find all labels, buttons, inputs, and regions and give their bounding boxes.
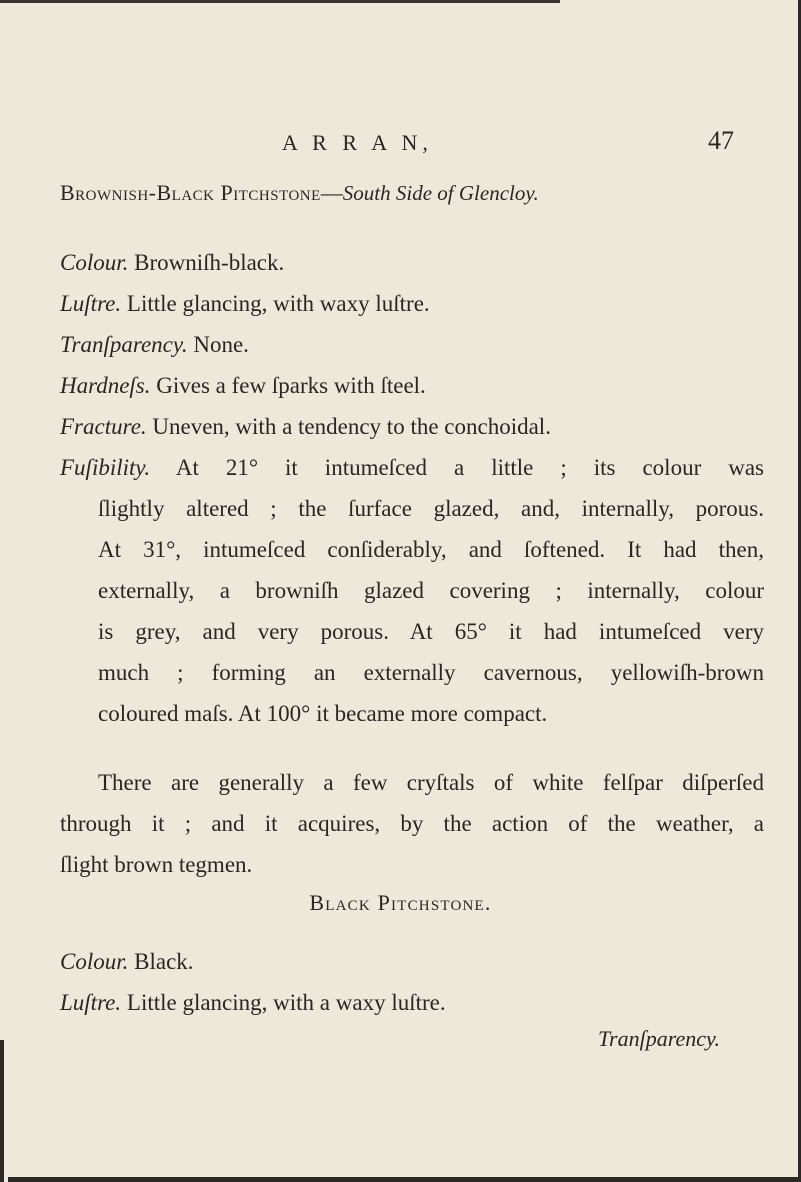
paragraph-line: There are generally a few cryſtals of white felſpar diſperſed xyxy=(98,770,764,795)
property-label: Hardneſs. xyxy=(60,373,151,398)
property-text: None. xyxy=(193,332,249,357)
heading-dash: — xyxy=(320,180,343,205)
text-line: ſlightly altered ; the ſurface glazed, and, internally, porous. xyxy=(98,496,764,521)
catchword: Tranſparency. xyxy=(598,1026,721,1051)
property-label: Fuſibility. xyxy=(60,455,151,480)
page-number: 47 xyxy=(708,126,734,155)
property-line xyxy=(60,947,194,977)
property-text: Little glancing, with a waxy luſtre. xyxy=(126,990,446,1015)
property-text: Browniſh-black. xyxy=(134,250,285,275)
paragraph-line: ſlight brown tegmen. xyxy=(60,852,253,877)
heading-locality: South Side of Glencloy. xyxy=(342,181,539,205)
property-label: Tranſparency. xyxy=(60,332,188,357)
page-edge-left xyxy=(0,1040,4,1182)
page-edge-bottom xyxy=(8,1177,801,1182)
property-text: Black. xyxy=(134,949,194,974)
section-heading-brownish-black-pitchstone xyxy=(60,180,539,206)
property-line xyxy=(60,371,426,401)
property-line xyxy=(60,412,551,442)
property-line xyxy=(60,453,764,483)
text-line: coloured maſs. At 100° it became more compact. xyxy=(98,701,548,726)
property-label: Fracture. xyxy=(60,414,147,439)
text-line: is grey, and very porous. At 65° it had intumeſced very xyxy=(98,619,764,644)
property-text: Little glancing, with waxy luſtre. xyxy=(126,291,430,316)
property-label: Colour. xyxy=(60,250,129,275)
property-line xyxy=(60,988,446,1018)
property-label: Luſtre. xyxy=(60,990,122,1015)
property-label: Luſtre. xyxy=(60,291,122,316)
property-text: At 21° it intumeſced a little ; its colour was xyxy=(175,455,764,480)
property-text: Uneven, with a tendency to the conchoidal. xyxy=(152,414,551,439)
property-line xyxy=(60,330,249,360)
running-title: A R R A N, xyxy=(282,130,433,155)
text-line: At 31°, intumeſced conſiderably, and ſoftened. It had then, xyxy=(98,537,764,562)
property-label: Colour. xyxy=(60,949,129,974)
running-head xyxy=(0,126,801,160)
page-edge-top xyxy=(0,0,560,3)
heading-title: Brownish-Black Pitchstone xyxy=(60,180,321,205)
text-line: externally, a browniſh glazed covering ; internally, colour xyxy=(98,578,764,603)
text-line: much ; forming an externally cavernous, yellowiſh-brown xyxy=(98,660,764,685)
property-line xyxy=(60,248,284,278)
section-heading-black-pitchstone: Black Pitchstone. xyxy=(309,890,492,915)
property-line xyxy=(60,289,430,319)
property-text: Gives a few ſparks with ſteel. xyxy=(156,373,426,398)
paragraph-line: through it ; and it acquires, by the action of the weather, a xyxy=(60,811,764,836)
